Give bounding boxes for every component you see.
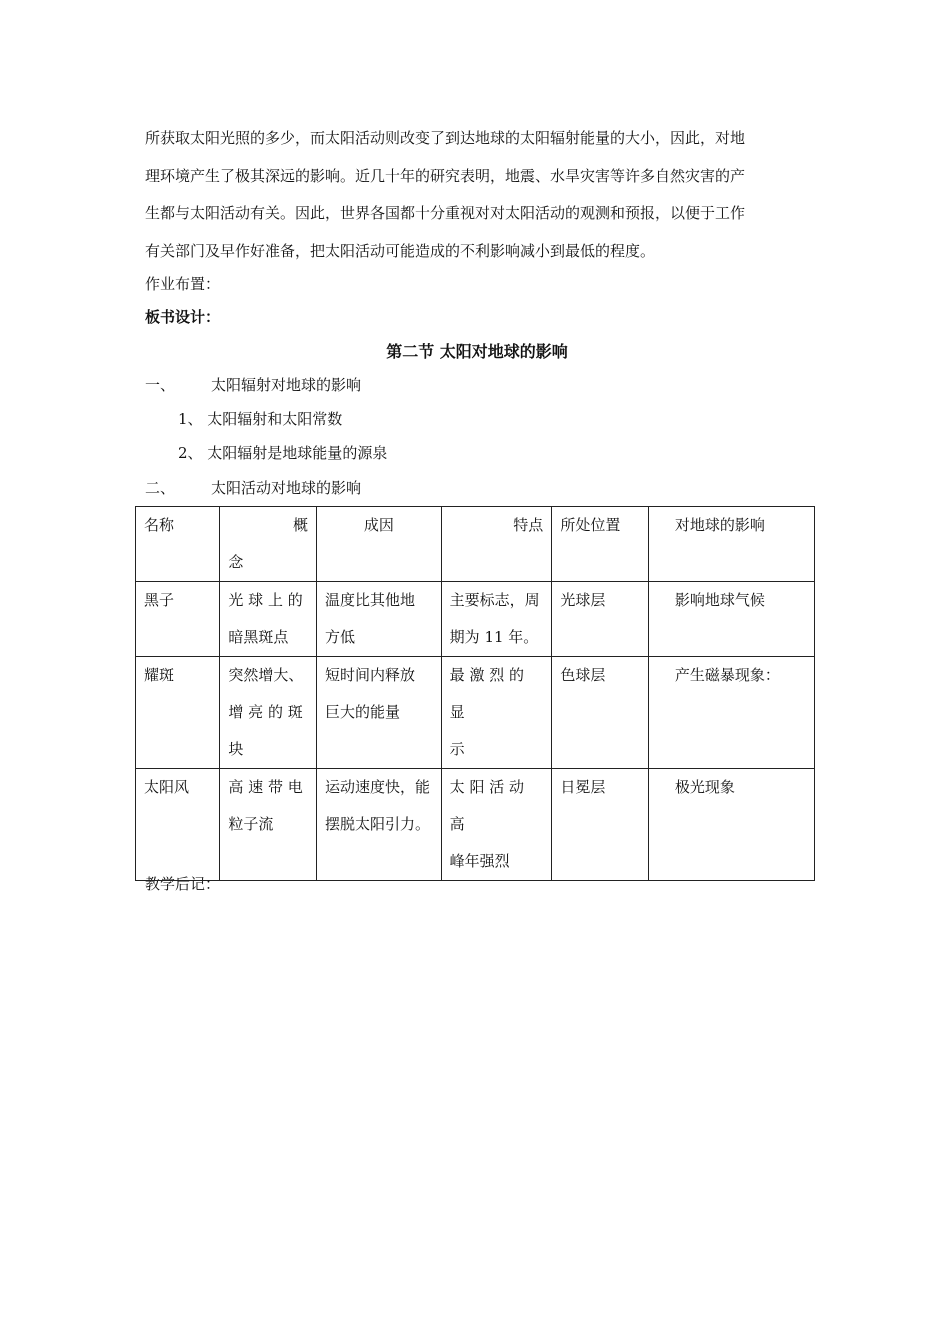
section-title: 第二节 太阳对地球的影响: [386, 342, 568, 361]
header-concept: 概 念: [220, 507, 317, 582]
paragraph-line: 所获取太阳光照的多少，而太阳活动则改变了到达地球的太阳辐射能量的大小，因此，对地: [145, 129, 746, 147]
cell-location: 光球层: [552, 582, 649, 657]
intro-paragraph: [145, 120, 809, 270]
cell-effect: 影响地球气候: [648, 582, 814, 657]
cell-concept: 突然增大、 增 亮 的 斑 块: [220, 657, 317, 769]
paragraph-line: 理环境产生了极其深远的影响。近几十年的研究表明，地震、水旱灾害等许多自然灾害的产: [145, 166, 746, 185]
outline-two-text: 太阳活动对地球的影响: [211, 479, 362, 497]
cell-feature: 主要标志，周 期为 11 年。: [441, 582, 552, 657]
outline-one-sub2: 2、 太阳辐射是地球能量的源泉: [178, 444, 388, 462]
cell-feature: 最 激 烈 的 显 示: [441, 657, 552, 769]
cell-name: 耀斑: [136, 657, 220, 769]
cell-concept: 光 球 上 的 暗黑斑点: [220, 582, 317, 657]
header-location: 所处位置: [552, 507, 649, 582]
cell-cause: 温度比其他地 方低: [317, 582, 442, 657]
table-header-row: [136, 507, 815, 582]
cell-cause: 运动速度快，能 摆脱太阳引力。: [317, 769, 442, 881]
table-row: [136, 582, 815, 657]
cell-location: 日冕层: [552, 769, 649, 881]
homework-label: 作业布置：: [145, 275, 221, 293]
cell-location: 色球层: [552, 657, 649, 769]
cell-concept: 高 速 带 电 粒子流: [220, 769, 317, 881]
table-row: [136, 769, 815, 881]
outline-one-number: 一、: [145, 376, 176, 394]
cell-feature: 太 阳 活 动 高 峰年强烈: [441, 769, 552, 881]
outline-one-sub1: 1、 太阳辐射和太阳常数: [178, 410, 343, 428]
postscript-label: 教学后记：: [145, 875, 221, 893]
header-effect: 对地球的影响: [648, 507, 814, 582]
cell-cause: 短时间内释放 巨大的能量: [317, 657, 442, 769]
solar-activity-table: [135, 506, 815, 881]
outline-two-number: 二、: [145, 479, 176, 497]
cell-name: 太阳风: [136, 769, 220, 881]
paragraph-line: 有关部门及早作好准备，把太阳活动可能造成的不利影响减小到最低的程度。: [145, 241, 656, 260]
cell-effect: 极光现象: [648, 769, 814, 881]
header-cause: 成因: [317, 507, 442, 582]
header-name: 名称: [136, 507, 220, 582]
board-design-label: 板书设计：: [145, 308, 221, 326]
header-feature: 特点: [441, 507, 552, 582]
cell-effect: 产生磁暴现象：: [648, 657, 814, 769]
outline-one-text: 太阳辐射对地球的影响: [211, 376, 362, 394]
table-row: [136, 657, 815, 769]
paragraph-line: 生都与太阳活动有关。因此，世界各国都十分重视对对太阳活动的观测和预报，以便于工作: [145, 204, 746, 222]
cell-name: 黑子: [136, 582, 220, 657]
